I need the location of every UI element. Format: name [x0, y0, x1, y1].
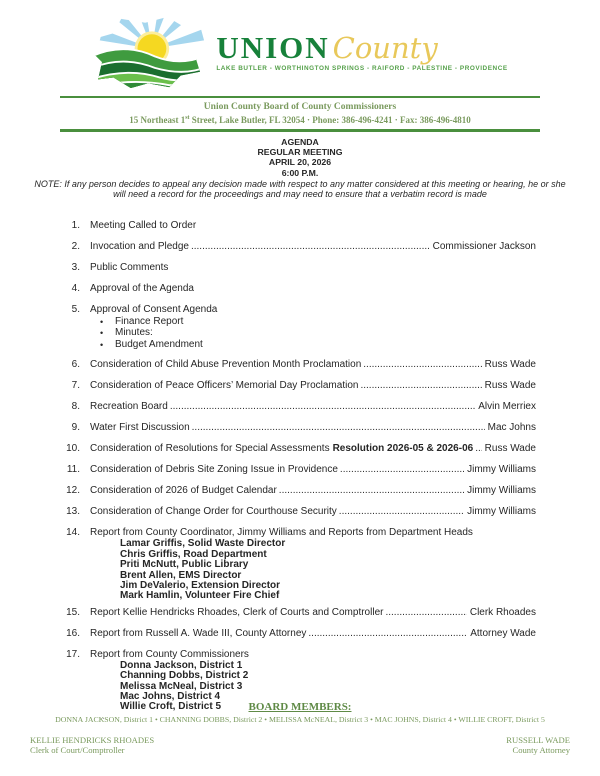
- dotted-leader: [308, 628, 467, 640]
- agenda-item-text: Approval of Consent Agenda: [90, 303, 218, 315]
- agenda-item-number: 9.: [71, 422, 80, 434]
- officials-row: [0, 735, 600, 755]
- agenda-item: [60, 422, 536, 434]
- agenda-item-text: Public Comments: [90, 261, 169, 273]
- agenda-item: [60, 485, 536, 497]
- agenda-item-presenter: Commissioner Jackson: [432, 240, 536, 252]
- agenda-item-text: Consideration of 2026 of Budget Calendar: [90, 485, 277, 497]
- appeal-note: NOTE: If any person decides to appeal any decision made with respect to any matter considered at this meeting or hearing, he or she will need a record for the proceedings and may need to ensure that a verbatim record is made: [34, 178, 566, 200]
- logo-wordmark: [216, 30, 508, 72]
- logo-tagline: LAKE BUTLER - WORTHINGTON SPRINGS - RAIFORD - PALESTINE - PROVIDENCE: [216, 65, 508, 72]
- county-map-sun-icon: [92, 16, 208, 89]
- agenda-item-presenter: Russ Wade: [484, 359, 536, 371]
- agenda-item-presenter: Jimmy Williams: [467, 464, 536, 476]
- dotted-leader: [340, 464, 464, 476]
- agenda-item: [60, 283, 536, 295]
- dotted-leader: [339, 506, 464, 518]
- sublist-entry: Willie Croft, District 5: [120, 701, 222, 713]
- agenda-item-number: 13.: [66, 506, 80, 518]
- agenda-item: [60, 401, 536, 413]
- board-members-line: DONNA JACKSON, District 1 • CHANNING DOBBS, District 2 • MELISSA McNEAL, District 3 • MAC JOHNS, District 4 • WILLIE CROFT, District 5: [55, 715, 545, 724]
- agenda-item-text: Approval of the Agenda: [90, 282, 194, 294]
- sublist-entry: Chris Griffis, Road Department: [120, 548, 267, 560]
- agenda-item-presenter: Alvin Merriex: [478, 401, 536, 413]
- bullet-text: Minutes:: [115, 327, 153, 339]
- agenda-item-number: 6.: [71, 359, 80, 371]
- agenda-item-text: Consideration of Debris Site Zoning Issue in Providence: [90, 464, 338, 476]
- address-part: Street, Lake Butler, FL 32054 · Phone: 386-496-4241 · Fax: 386-496-4810: [189, 114, 471, 125]
- org-name: Union County Board of County Commissioners: [203, 102, 397, 112]
- agenda-item: [60, 628, 536, 640]
- agenda-item-presenter: Russ Wade: [484, 443, 536, 455]
- dotted-leader: [279, 485, 464, 497]
- sublist-entry: Jim DeValerio, Extension Director: [120, 580, 281, 592]
- agenda-item-bold-text: Resolution 2026-05 & 2026-06: [332, 443, 474, 455]
- sublist-entry: Channing Dobbs, District 2: [120, 670, 249, 682]
- agenda-item: [60, 262, 536, 274]
- footer-board-members: [0, 701, 600, 755]
- agenda-item-number: 12.: [66, 485, 80, 497]
- letterhead: [60, 96, 540, 132]
- agenda-item-number: 10.: [66, 443, 80, 455]
- agenda-item-number: 2.: [71, 240, 80, 252]
- county-logo: [0, 0, 600, 92]
- agenda-item-text: Consideration of Child Abuse Prevention Month Proclamation: [90, 359, 362, 371]
- agenda-item: [60, 443, 536, 455]
- agenda-item-number: 11.: [66, 464, 80, 476]
- logo-county-text: County: [332, 31, 438, 65]
- sublist-entry: Donna Jackson, District 1: [120, 659, 243, 671]
- agenda-item-presenter: Mac Johns: [487, 422, 536, 434]
- clerk-name: KELLIE HENDRICKS RHOADES: [30, 735, 155, 745]
- agenda-item-presenter: Jimmy Williams: [467, 506, 536, 518]
- agenda-item: [60, 380, 536, 392]
- agenda-item-number: 15.: [66, 606, 80, 618]
- logo-union-text: UNION: [216, 30, 330, 65]
- agenda-item-text: Report from County Commissioners: [90, 648, 249, 660]
- consent-agenda-bullet: [90, 340, 536, 351]
- bullet-icon: •: [100, 328, 104, 339]
- meeting-time: 6:00 P.M.: [281, 167, 319, 178]
- sublist-entry: Melissa McNeal, District 3: [120, 680, 243, 692]
- agenda-item-number: 5.: [71, 303, 80, 315]
- sublist-entry: Mac Johns, District 4: [120, 691, 221, 703]
- consent-agenda-bullet: [90, 328, 536, 339]
- consent-agenda-bullet: [90, 317, 536, 328]
- agenda-item-text: Invocation and Pledge: [90, 240, 189, 252]
- org-address: [60, 113, 540, 126]
- agenda-item: [60, 241, 536, 253]
- clerk-title: Clerk of Court/Comptroller: [30, 745, 125, 755]
- agenda-item-presenter: Jimmy Williams: [467, 485, 536, 497]
- dotted-leader: [192, 422, 485, 434]
- dotted-leader: [191, 241, 430, 253]
- agenda-item-number: 4.: [71, 282, 80, 294]
- sublist-entry: Priti McNutt, Public Library: [120, 559, 249, 571]
- agenda-item-text: Report from County Coordinator, Jimmy Williams and Reports from Department Heads: [90, 527, 473, 539]
- agenda-item-number: 7.: [71, 380, 80, 392]
- agenda-item: [60, 304, 536, 351]
- agenda-list: [0, 211, 600, 719]
- agenda-item-text: Water First Discussion: [90, 422, 190, 434]
- meeting-heading: [0, 137, 600, 200]
- meeting-title: AGENDA: [281, 137, 319, 147]
- bullet-icon: •: [100, 339, 104, 350]
- dotted-leader: [363, 359, 481, 371]
- address-superscript: st: [185, 114, 190, 121]
- bottom-rule: [60, 129, 540, 132]
- agenda-sublist: [90, 539, 536, 601]
- agenda-item-number: 16.: [66, 627, 80, 639]
- attorney-title: County Attorney: [512, 745, 570, 755]
- meeting-type: REGULAR MEETING: [257, 147, 343, 158]
- agenda-item-text: Recreation Board: [90, 401, 168, 413]
- agenda-item-text: Consideration of Peace Officers’ Memorial Day Proclamation: [90, 380, 359, 392]
- agenda-item-presenter: Clerk Rhoades: [469, 606, 536, 618]
- agenda-item-presenter: Attorney Wade: [470, 627, 536, 639]
- board-members-label: BOARD MEMBERS:: [248, 701, 352, 713]
- dotted-leader: [385, 607, 466, 619]
- agenda-item-text: Report from Russell A. Wade III, County Attorney: [90, 627, 307, 639]
- bullet-text: Budget Amendment: [115, 338, 203, 350]
- agenda-item-text: Consideration of Resolutions for Special Assessments: [90, 443, 330, 455]
- agenda-item-text: Consideration of Change Order for Courthouse Security: [90, 506, 337, 518]
- dotted-leader: [360, 380, 481, 392]
- agenda-item-number: 1.: [71, 219, 80, 231]
- bullet-icon: •: [100, 316, 104, 327]
- agenda-item: [60, 359, 536, 371]
- attorney-name: RUSSELL WADE: [506, 735, 570, 745]
- agenda-item-number: 17.: [66, 648, 80, 660]
- top-rule: [60, 96, 540, 98]
- bullet-text: Finance Report: [115, 315, 184, 327]
- agenda-item-text: Report Kellie Hendricks Rhoades, Clerk of Courts and Comptroller: [90, 606, 384, 618]
- address-part: 15 Northeast 1: [129, 114, 186, 125]
- sublist-entry: Lamar Griffis, Solid Waste Director: [120, 538, 286, 550]
- agenda-item: [60, 506, 536, 518]
- sublist-entry: Brent Allen, EMS Director: [120, 569, 242, 581]
- agenda-item-text: Meeting Called to Order: [90, 219, 197, 231]
- clerk-block: [30, 735, 154, 755]
- agenda-item: [60, 527, 536, 601]
- dotted-leader: [170, 401, 475, 413]
- agenda-item-number: 8.: [71, 401, 80, 413]
- sublist-entry: Mark Hamlin, Volunteer Fire Chief: [120, 590, 280, 602]
- attorney-block: [506, 735, 570, 755]
- agenda-item: [60, 607, 536, 619]
- agenda-item-presenter: Russ Wade: [484, 380, 536, 392]
- agenda-item: [60, 464, 536, 476]
- agenda-item: [60, 220, 536, 232]
- meeting-date: APRIL 20, 2026: [268, 157, 332, 168]
- agenda-item-number: 3.: [71, 261, 80, 273]
- agenda-item-number: 14.: [66, 527, 80, 539]
